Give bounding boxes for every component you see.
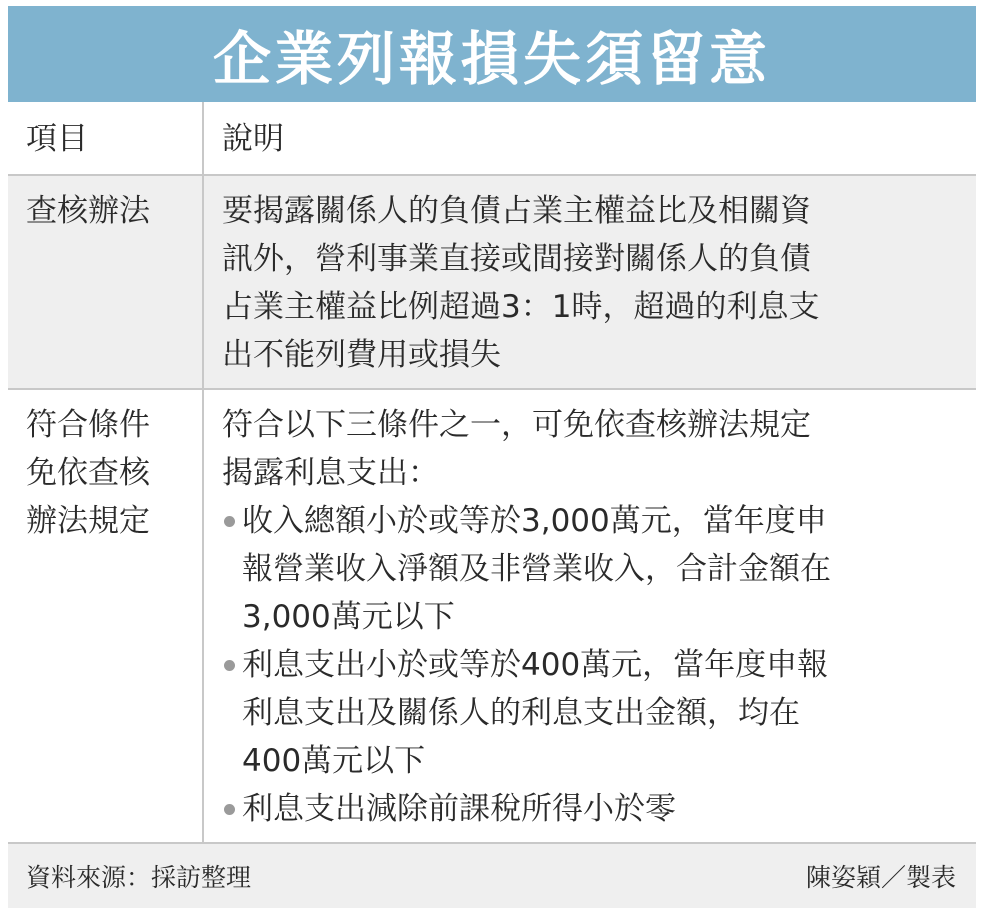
bullet-line: 利息支出及關係人的利息支出金額，均在 [242,695,800,731]
row-label-line: 免依查核 [26,455,150,491]
bullet-item [222,641,966,785]
source-note: 資料來源：採訪整理 [26,863,252,892]
bullet-item [222,785,966,833]
bullet-line: 400萬元以下 [242,743,426,779]
bullet-line: 收入總額小於或等於3,000萬元，當年度申 [242,503,827,539]
table-row-exemption-conditions [8,390,976,844]
info-table [8,6,976,914]
row-label-line: 辦法規定 [26,503,150,539]
bullet-dot-icon [224,804,235,815]
bullet-line: 3,000萬元以下 [242,599,455,635]
description-line: 訊外，營利事業直接或間接對關係人的負債 [222,241,811,277]
intro-line: 揭露利息支出： [222,455,439,491]
description-line: 出不能列費用或損失 [222,337,501,373]
header-description-label: 說明 [222,121,284,157]
bullet-line: 利息支出減除前課稅所得小於零 [242,791,676,827]
credit-note: 陳姿穎／製表 [805,863,956,892]
title-bar [8,6,976,102]
row-description-cell [204,176,976,388]
intro-line: 符合以下三條件之一，可免依查核辦法規定 [222,407,811,443]
description-line: 要揭露關係人的負債占業主權益比及相關資 [222,193,811,229]
row-label-line: 符合條件 [26,407,150,443]
table-row-audit-method [8,176,976,390]
header-item-cell [8,102,204,174]
row-label-cell [8,390,204,842]
table-header-row [8,102,976,176]
footer [8,844,976,908]
header-item-label: 項目 [26,121,88,157]
row-label-line: 查核辦法 [26,193,150,229]
row-label-cell [8,176,204,388]
description-line: 占業主權益比例超過3：1時，超過的利息支 [222,289,820,325]
bullet-dot-icon [224,516,235,527]
row-description-cell [204,390,976,842]
bullet-item [222,497,966,641]
bullet-line: 利息支出小於或等於400萬元，當年度申報 [242,647,829,683]
page-title: 企業列報損失須留意 [212,25,771,93]
bullet-dot-icon [224,660,235,671]
bullet-line: 報營業收入淨額及非營業收入，合計金額在 [242,551,831,587]
header-description-cell [204,102,976,174]
